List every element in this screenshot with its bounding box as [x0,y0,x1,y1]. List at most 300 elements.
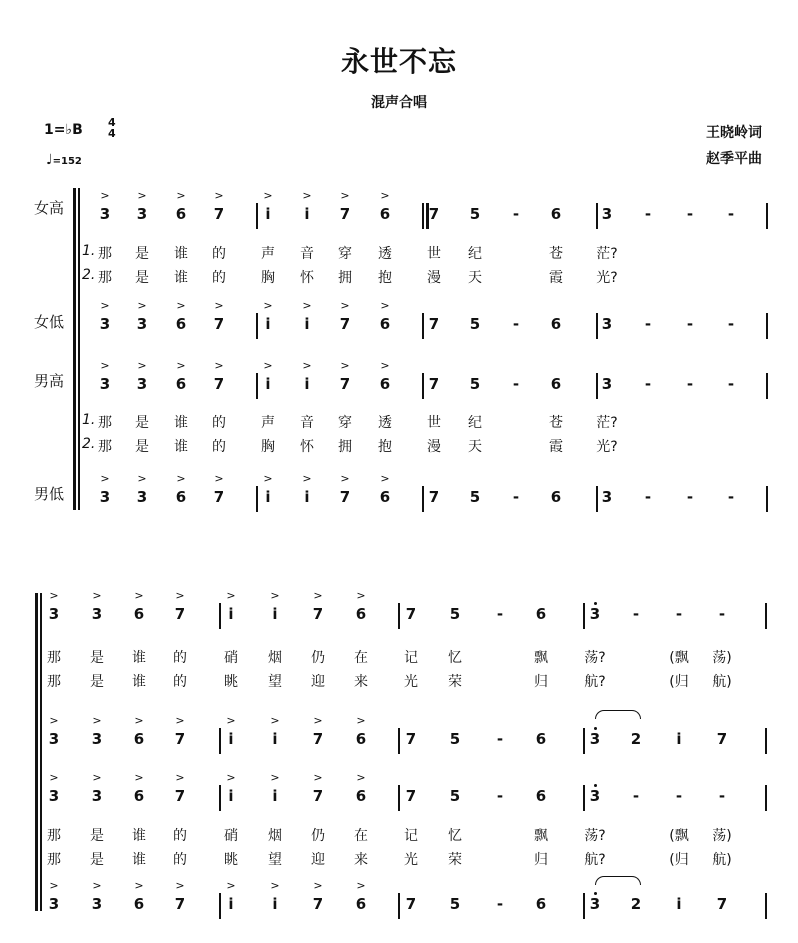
lyric-char: 硝 [224,650,238,666]
accent-mark: > [49,771,59,784]
lyric-char: 在 [354,828,368,844]
lyric-char: 眺 [224,852,238,868]
lyric-char: 音 [300,415,314,431]
lyric-char: 是 [135,270,149,286]
barline [583,893,585,919]
composer: 赵季平曲 [706,151,762,167]
barline [219,785,221,811]
lyric-char: 仍 [311,828,325,844]
note: i [265,315,271,333]
lyric-char: 抱 [378,439,392,455]
note: 6 [175,488,187,506]
lyric-char: 荡) [712,650,732,666]
barline [256,373,258,399]
key-signature: 1=♭B [44,122,83,138]
barline-thick [426,203,429,229]
barline [398,603,400,629]
note: 7 [213,375,225,393]
dash: - [496,895,504,913]
system-bracket [73,188,76,510]
lyric-char: 的 [212,246,226,262]
note: 3 [601,315,613,333]
barline [766,203,768,229]
lyric-char: 茫? [596,246,618,262]
part-label-soprano: 女高 [34,199,65,217]
lyric-char: 飘 [534,828,548,844]
dash: - [686,205,694,223]
note: 6 [133,605,145,623]
lyric-char: 在 [354,650,368,666]
accent-mark: > [313,771,323,784]
accent-mark: > [226,589,236,602]
note: i [304,205,310,223]
lyric-char: 世 [427,415,441,431]
lyric-char: 航? [584,852,606,868]
lyric-char: 航) [712,852,732,868]
note: 5 [469,375,481,393]
octave-dot [594,602,597,605]
note: 6 [133,730,145,748]
dash: - [718,787,726,805]
accent-mark: > [214,189,224,202]
note: i [304,315,310,333]
song-title: 永世不忘 [340,45,457,78]
barline [219,728,221,754]
barline [256,486,258,512]
note: 3 [601,375,613,393]
note: 3 [601,205,613,223]
accent-mark: > [176,359,186,372]
note: 7 [312,895,324,913]
dash: - [644,488,652,506]
lyric-char: 迎 [311,674,325,690]
note: 5 [449,730,461,748]
barline [219,893,221,919]
barline [422,486,424,512]
lyric-char: 的 [212,415,226,431]
lyric-char: 烟 [268,650,282,666]
accent-mark: > [313,879,323,892]
time-signature-top: 4 [108,116,116,129]
dash: - [644,375,652,393]
lyric-char: 忆 [448,650,462,666]
note: 3 [91,730,103,748]
note: 7 [213,488,225,506]
note: 6 [379,315,391,333]
lyric-char: 声 [261,415,275,431]
lyric-char: 归 [534,852,548,868]
note: i [228,605,234,623]
accent-mark: > [176,299,186,312]
note: 7 [312,730,324,748]
note: 6 [535,605,547,623]
lyric-char: 记 [404,650,418,666]
note: i [228,787,234,805]
lyric-char: 光? [596,270,618,286]
note: 3 [99,315,111,333]
lyric-char: 是 [90,674,104,690]
note: 6 [175,205,187,223]
accent-mark: > [270,771,280,784]
note: 6 [550,488,562,506]
note: i [265,488,271,506]
note: 3 [136,375,148,393]
lyric-char: 烟 [268,828,282,844]
dash: - [686,315,694,333]
accent-mark: > [380,189,390,202]
note: i [265,375,271,393]
dash: - [686,375,694,393]
note: 6 [355,605,367,623]
lyric-char: 是 [90,650,104,666]
note: 3 [48,895,60,913]
accent-mark: > [100,189,110,202]
dash: - [512,488,520,506]
verse-number: 2. [82,436,96,452]
lyric-char: 光 [404,674,418,690]
lyric-char: 望 [268,852,282,868]
accent-mark: > [226,714,236,727]
dash: - [632,787,640,805]
accent-mark: > [263,189,273,202]
octave-dot [594,892,597,895]
note: 7 [312,605,324,623]
lyric-char: 的 [173,674,187,690]
accent-mark: > [92,714,102,727]
verse-number: 1. [82,412,96,428]
accent-mark: > [137,189,147,202]
note: i [676,730,682,748]
note: 3 [589,605,601,623]
note: 6 [355,787,367,805]
accent-mark: > [263,359,273,372]
accent-mark: > [356,771,366,784]
accent-mark: > [313,589,323,602]
accent-mark: > [134,714,144,727]
tempo-value: =152 [52,156,82,167]
note: 7 [312,787,324,805]
accent-mark: > [214,359,224,372]
lyric-char: 那 [98,270,112,286]
lyric-char: 是 [90,852,104,868]
accent-mark: > [302,299,312,312]
lyric-char: 谁 [132,650,146,666]
accent-mark: > [175,714,185,727]
barline [596,486,598,512]
note: 3 [136,488,148,506]
accent-mark: > [137,299,147,312]
note: 6 [133,787,145,805]
lyric-char: 苍 [549,246,563,262]
lyric-char: 音 [300,246,314,262]
accent-mark: > [356,589,366,602]
lyric-char: 纪 [468,415,482,431]
dash: - [727,375,735,393]
accent-mark: > [49,879,59,892]
barline [422,203,424,229]
lyric-char: 拥 [338,270,352,286]
accent-mark: > [175,879,185,892]
tie [595,876,641,885]
lyric-char: 光 [404,852,418,868]
lyric-char: 迎 [311,852,325,868]
lyric-char: 谁 [174,270,188,286]
note: 3 [136,315,148,333]
lyric-char: 谁 [174,439,188,455]
note: 3 [99,488,111,506]
note: i [272,787,278,805]
lyric-char: 谁 [132,674,146,690]
note: 6 [550,205,562,223]
barline [256,203,258,229]
note: 3 [99,375,111,393]
note: 3 [136,205,148,223]
lyric-char: 胸 [261,270,275,286]
barline [422,313,424,339]
octave-dot [594,727,597,730]
lyric-char: 透 [378,415,392,431]
note: 6 [175,315,187,333]
lyric-char: 那 [98,246,112,262]
accent-mark: > [340,472,350,485]
note: 7 [339,205,351,223]
note: 5 [449,895,461,913]
barline [583,603,585,629]
dash: - [496,605,504,623]
tempo-mark [46,149,82,168]
note: 5 [469,488,481,506]
note: 7 [174,730,186,748]
lyric-char: 飘 [534,650,548,666]
barline [422,373,424,399]
barline [596,313,598,339]
accent-mark: > [92,589,102,602]
accent-mark: > [380,359,390,372]
note: 5 [449,787,461,805]
lyric-char: 荡? [584,650,606,666]
note: 7 [428,315,440,333]
dash: - [496,730,504,748]
accent-mark: > [134,879,144,892]
note: 7 [405,787,417,805]
song-subtitle: 混声合唱 [371,95,427,111]
note: 7 [405,605,417,623]
lyric-char: 谁 [132,852,146,868]
accent-mark: > [313,714,323,727]
lyric-char: (归 [669,852,689,868]
note: i [272,730,278,748]
lyric-char: (归 [669,674,689,690]
note: 3 [99,205,111,223]
accent-mark: > [270,879,280,892]
accent-mark: > [176,472,186,485]
dash: - [686,488,694,506]
lyric-char: 的 [173,828,187,844]
lyric-char: 透 [378,246,392,262]
note: 5 [469,315,481,333]
lyric-char: 望 [268,674,282,690]
accent-mark: > [356,714,366,727]
accent-mark: > [100,359,110,372]
dash: - [496,787,504,805]
barline [596,373,598,399]
dash: - [644,205,652,223]
lyric-char: 茫? [596,415,618,431]
note: 6 [379,205,391,223]
part-label-tenor: 男高 [34,372,65,390]
lyric-char: 忆 [448,828,462,844]
barline [596,203,598,229]
lyric-char: 谁 [174,246,188,262]
barline [766,373,768,399]
barline [766,486,768,512]
note: 3 [91,895,103,913]
barline [398,785,400,811]
note: 7 [428,488,440,506]
lyric-char: (飘 [669,828,689,844]
lyric-char: 那 [47,828,61,844]
barline [219,603,221,629]
note: 6 [133,895,145,913]
note: i [304,488,310,506]
accent-mark: > [214,472,224,485]
accent-mark: > [380,299,390,312]
dash: - [675,787,683,805]
lyric-char: 是 [90,828,104,844]
accent-mark: > [49,589,59,602]
time-signature-bottom: 4 [108,127,116,140]
lyric-char: 的 [212,270,226,286]
barline [398,893,400,919]
accent-mark: > [175,589,185,602]
barline [766,313,768,339]
lyric-char: 天 [468,270,482,286]
verse-number: 2. [82,267,96,283]
note: 3 [589,787,601,805]
accent-mark: > [100,472,110,485]
note: i [228,730,234,748]
lyric-char: 荣 [448,852,462,868]
lyric-char: 的 [173,852,187,868]
lyric-char: 航) [712,674,732,690]
lyric-char: 来 [354,852,368,868]
accent-mark: > [100,299,110,312]
note: 6 [379,488,391,506]
lyric-char: 霞 [549,270,563,286]
lyric-char: 纪 [468,246,482,262]
note: 3 [48,605,60,623]
system-bracket-thin [78,188,80,510]
note: 7 [716,895,728,913]
lyric-char: 仍 [311,650,325,666]
lyric-char: 那 [47,852,61,868]
barline [583,785,585,811]
note: 2 [630,895,642,913]
lyric-char: 怀 [300,270,314,286]
lyric-char: 的 [173,650,187,666]
accent-mark: > [137,472,147,485]
note: 7 [339,488,351,506]
lyric-char: 漫 [427,270,441,286]
dash: - [727,205,735,223]
accent-mark: > [302,359,312,372]
lyric-char: 谁 [132,828,146,844]
part-label-alto: 女低 [34,313,65,331]
note: 6 [535,787,547,805]
accent-mark: > [340,359,350,372]
note: 7 [339,375,351,393]
lyric-char: 记 [404,828,418,844]
lyric-char: 荡? [584,828,606,844]
note: i [304,375,310,393]
note: 6 [535,730,547,748]
note: 3 [91,787,103,805]
note: i [265,205,271,223]
lyric-char: 光? [596,439,618,455]
lyric-char: 是 [135,439,149,455]
note: 6 [379,375,391,393]
lyric-char: 荡) [712,828,732,844]
barline [256,313,258,339]
lyric-char: 归 [534,674,548,690]
lyric-char: 那 [98,415,112,431]
barline [765,893,767,919]
note: 7 [213,205,225,223]
note: 3 [48,730,60,748]
dash: - [675,605,683,623]
accent-mark: > [263,472,273,485]
accent-mark: > [270,714,280,727]
accent-mark: > [270,589,280,602]
note: 6 [550,375,562,393]
barline [765,603,767,629]
note: 7 [428,375,440,393]
accent-mark: > [92,771,102,784]
lyric-char: 穿 [338,246,352,262]
octave-dot [594,784,597,787]
dash: - [512,205,520,223]
note: i [272,895,278,913]
barline [765,728,767,754]
accent-mark: > [340,299,350,312]
note: i [228,895,234,913]
note: 3 [589,730,601,748]
accent-mark: > [176,189,186,202]
barline [398,728,400,754]
accent-mark: > [92,879,102,892]
note: 7 [428,205,440,223]
note: i [272,605,278,623]
note: 3 [601,488,613,506]
part-label-bass: 男低 [34,485,65,503]
note: 3 [48,787,60,805]
lyric-char: 的 [212,439,226,455]
accent-mark: > [263,299,273,312]
lyric-char: 那 [47,650,61,666]
accent-mark: > [302,472,312,485]
dash: - [727,315,735,333]
lyric-char: 怀 [300,439,314,455]
accent-mark: > [226,879,236,892]
accent-mark: > [214,299,224,312]
verse-number: 1. [82,243,96,259]
quarter-note-icon: ♩ [46,152,53,168]
note: 7 [174,895,186,913]
accent-mark: > [226,771,236,784]
accent-mark: > [356,879,366,892]
lyric-char: 谁 [174,415,188,431]
accent-mark: > [175,771,185,784]
